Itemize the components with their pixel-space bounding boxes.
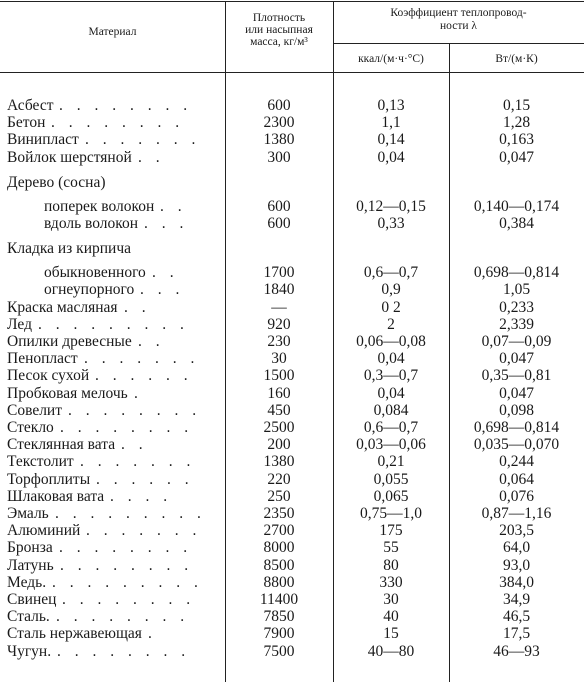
density-value: 2500 [263,419,295,436]
conductivity-w-value: 0,047 [499,148,534,166]
leader-dots: . . . . . . . . [56,608,190,626]
leader-dots: . . [138,333,165,350]
leader-dots: . . . . . . . . [68,401,202,419]
conductivity-w-value: 1,28 [502,114,531,132]
conductivity-kcal-value: 40—80 [367,642,415,660]
density-value: 30 [271,350,287,368]
material-name: обыкновенного [44,264,146,282]
material-name: Сталь нержавеющая [7,625,142,643]
material-name: Кладка из кирпича [7,240,132,258]
material-name: Стеклянная вата [7,436,116,454]
material-name: Латунь [7,556,54,574]
table-row [0,385,584,402]
leader-dots: . . . . [110,487,173,505]
leader-dots: . . . . . . . . . [55,505,206,522]
leader-dots: . . . . . . . . [59,539,193,557]
leader-dots: . . [160,197,187,215]
material-name: Текстолит [7,453,74,471]
table-row [0,453,584,470]
conductivity-kcal-value: 0,3—0,7 [363,367,419,385]
conductivity-w-value: 0,384 [499,215,534,232]
table-row [0,240,584,257]
conductivity-kcal-value: 30 [383,591,399,608]
density-value: 600 [267,97,291,114]
density-value: 8800 [263,573,295,591]
density-value: 2700 [263,522,295,540]
leader-dots: . . . . . . . [85,131,201,149]
conductivity-kcal-value: 0,084 [373,401,409,419]
table-row [0,574,584,591]
density-value: 200 [267,436,291,454]
material-name: Войлок шерстяной [7,148,132,166]
density-value: 920 [267,315,291,333]
table-row [0,591,584,608]
conductivity-kcal-value: 330 [379,573,403,591]
density-value: 7900 [263,625,295,643]
conductivity-kcal-value: 0,06—0,08 [356,333,426,350]
density-value: 7850 [263,608,295,626]
conductivity-kcal-value: 55 [383,539,399,557]
table-row [0,522,584,539]
conductivity-w-value: 2,339 [499,315,534,333]
leader-dots: . . [152,264,179,282]
unit-rule [333,43,584,44]
material-name: Винипласт [7,131,79,149]
conductivity-kcal-value: 80 [383,556,399,574]
header-unit-kcal: ккал/(м·ч·°С) [358,53,424,65]
density-value: 8000 [263,539,295,557]
material-name: Лед [7,315,32,333]
material-name: Медь. [7,573,47,591]
material-name: Стекло [7,419,54,436]
header-density-line-3: масса, кг/м³ [250,36,308,48]
conductivity-kcal-value: 0,04 [377,148,405,166]
conductivity-w-value: 0,047 [499,350,534,368]
table-row [0,333,584,350]
table-row [0,149,584,166]
conductivity-kcal-value: 0,14 [377,131,405,149]
table-row [0,625,584,642]
conductivity-w-value: 46,5 [502,608,531,626]
leader-dots: . . . . . . . [86,522,202,540]
leader-dots: . . [121,436,148,454]
material-name: Пенопласт [7,350,78,368]
header-coefficient-line-1: Коэффициент теплопровод- [390,7,527,19]
conductivity-kcal-value: 1,1 [381,114,401,132]
header-density-line-2: или насыпная [245,24,313,36]
conductivity-w-value: 34,9 [502,591,531,608]
leader-dots: . . . . . . [95,367,193,385]
table-row [0,131,584,148]
table-row [0,215,584,232]
table-row [0,299,584,316]
conductivity-w-value: 0,244 [499,453,534,471]
leader-dots: . . . . . . . . [62,591,196,608]
table-row [0,350,584,367]
leader-dots: . . . . . . . [80,453,196,471]
conductivity-w-value: 0,233 [499,298,534,316]
leader-dots: . . [124,298,151,316]
table-row [0,539,584,556]
conductivity-kcal-value: 15 [383,625,399,643]
table-row [0,643,584,660]
density-value: 1700 [263,264,295,282]
density-value: 230 [267,333,291,350]
leader-dots: . . . . . . . . . [38,315,189,333]
top-rule [0,1,584,2]
material-name: Свинец [7,591,57,608]
material-name: Бронза [7,539,53,557]
density-value: 1380 [263,453,295,471]
density-value: 220 [267,470,291,488]
table-row [0,264,584,281]
conductivity-w-value: 46—93 [493,642,540,660]
density-value: 7500 [263,642,295,660]
conductivity-kcal-value: 0,6—0,7 [363,264,419,282]
table-row [0,488,584,505]
leader-dots: . . . . . . . . [60,419,194,436]
table-row [0,198,584,215]
material-name: Алюминий [7,522,81,540]
conductivity-w-value: 0,07—0,09 [481,333,552,350]
density-value: 450 [267,401,291,419]
conductivity-w-value: 1,05 [502,281,531,299]
density-value: 2300 [263,114,295,132]
table-row [0,436,584,453]
density-value: 600 [267,215,291,232]
density-value: 8500 [263,556,295,574]
header-material: Материал [88,26,137,38]
conductivity-w-value: 17,5 [502,625,531,643]
conductivity-w-value: 384,0 [499,573,534,591]
table-row [0,557,584,574]
material-name: Чугун. [7,642,52,660]
conductivity-w-value: 0,140—0,174 [473,197,560,215]
density-value: 1500 [263,367,295,385]
density-value: 160 [267,384,291,402]
leader-dots: . . [138,148,165,166]
conductivity-kcal-value: 40 [383,608,399,626]
conductivity-kcal-value: 0,9 [381,281,401,299]
conductivity-w-value: 0,035—0,070 [473,436,560,454]
leader-dots: . . . . . . . [84,350,200,368]
conductivity-w-value: 0,163 [499,131,534,149]
density-value: 2350 [263,505,295,522]
conductivity-w-value: 0,064 [499,470,534,488]
conductivity-w-value: 0,87—1,16 [481,505,552,522]
material-name: Шлаковая вата [7,487,105,505]
table-row [0,402,584,419]
table-row [0,419,584,436]
table-row [0,97,584,114]
conductivity-kcal-value: 0,21 [377,453,405,471]
conductivity-kcal-value: 0,75—1,0 [360,505,422,522]
density-value: 600 [267,197,291,215]
conductivity-w-value: 0,047 [499,384,534,402]
table-row [0,471,584,488]
leader-dots: . . . [140,281,185,299]
table-row [0,316,584,333]
leader-dots: . . . . . . . . . [52,573,203,591]
material-name: Песок сухой [7,367,90,385]
conductivity-kcal-value: 0,13 [377,97,405,114]
material-name: Опилки древесные [7,333,132,350]
conductivity-w-value: 0,35—0,81 [481,367,552,385]
material-name: Пробковая мелочь [7,384,128,402]
material-name: огнеупорного [44,281,135,299]
header-coefficient-line-2: ности λ [440,20,477,32]
header-unit-w: Вт/(м·К) [495,53,538,65]
material-name: Сталь. [7,608,50,626]
leader-dots: . [134,384,143,402]
conductivity-w-value: 0,698—0,814 [473,419,560,436]
leader-dots: . . . . . . . . [60,556,194,574]
leader-dots: . . . [144,215,189,232]
material-name: Эмаль [7,505,49,522]
table-row [0,281,584,298]
density-value: 1840 [263,281,295,299]
material-name: Торфоплиты [7,470,91,488]
conductivity-kcal-value: 0,12—0,15 [356,197,426,215]
table-row [0,505,584,522]
conductivity-w-value: 0,098 [499,401,534,419]
table-row [0,608,584,625]
table-row [0,367,584,384]
material-name: Асбест [7,97,54,114]
leader-dots: . . . . . . . . [51,114,185,132]
material-name: Бетон [7,114,46,132]
density-value: 1380 [263,131,295,149]
density-value: 11400 [259,591,299,608]
table-row [0,114,584,131]
density-value: 250 [267,487,291,505]
table-row [0,174,584,191]
conductivity-kcal-value: 0,33 [377,215,405,232]
conductivity-kcal-value: 2 [387,315,395,333]
header-density-line-1: Плотность [252,12,306,24]
conductivity-kcal-value: 0,04 [377,350,405,368]
conductivity-w-value: 0,15 [502,97,531,114]
density-value: 300 [267,148,291,166]
material-name: поперек волокон [44,197,155,215]
leader-dots: . . . . . . . . [57,642,191,660]
conductivity-kcal-value: 0,03—0,06 [356,436,426,454]
material-name: вдоль волокон [44,215,139,232]
material-name: Дерево (сосна) [7,173,106,191]
header-rule [0,72,584,73]
conductivity-kcal-value: 0,055 [373,470,409,488]
conductivity-kcal-value: 0 2 [381,298,401,316]
conductivity-w-value: 203,5 [499,522,534,540]
leader-dots: . [148,625,157,643]
conductivity-w-value: 0,698—0,814 [473,264,560,282]
conductivity-kcal-value: 0,6—0,7 [363,419,419,436]
conductivity-kcal-value: 0,065 [373,487,409,505]
conductivity-w-value: 93,0 [502,556,531,574]
leader-dots: . . . . . . . . [59,97,193,114]
density-value: — [271,298,287,316]
conductivity-w-value: 0,076 [499,487,534,505]
conductivity-kcal-value: 175 [379,522,403,540]
conductivity-w-value: 64,0 [502,539,531,557]
material-name: Совелит [7,401,62,419]
conductivity-kcal-value: 0,04 [377,384,405,402]
material-name: Краска масляная [7,298,118,316]
leader-dots: . . . . . . [96,470,194,488]
